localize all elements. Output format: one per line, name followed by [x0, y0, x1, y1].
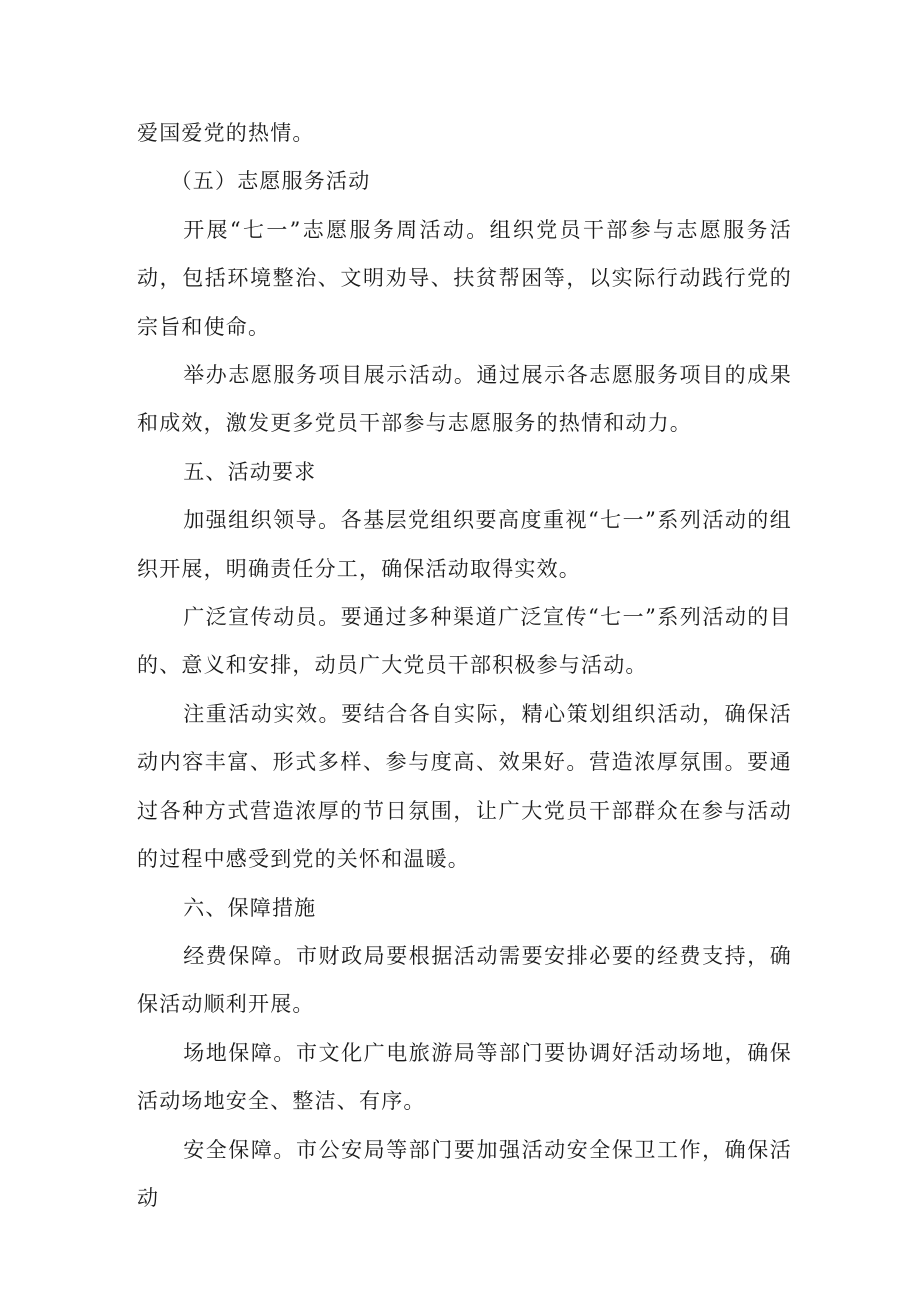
paragraph: 加强组织领导。各基层党组织要高度重视“七一”系列活动的组织开展，明确责任分工，确保活动取得实效。: [137, 508, 792, 581]
paragraph: 场地保障。市文化广电旅游局等部门要协调好活动场地，确保活动场地安全、整洁、有序。: [137, 1040, 792, 1114]
section-heading-volunteer-service: （五）志愿服务活动: [170, 169, 371, 194]
section-heading-activity-requirements: 五、活动要求: [183, 459, 317, 484]
paragraph: 开展“七一”志愿服务周活动。组织党员干部参与志愿服务活动，包括环境整治、文明劝导、扶贫帮困等，以实际行动践行党的宗旨和使命。: [137, 217, 792, 339]
paragraph: 举办志愿服务项目展示活动。通过展示各志愿服务项目的成果和成效，激发更多党员干部参与志愿服务的热情和动力。: [137, 363, 792, 436]
paragraph-continuation: 爱国爱党的热情。: [137, 121, 315, 145]
paragraph: 注重活动实效。要结合各自实际，精心策划组织活动，确保活动内容丰富、形式多样、参与度高、效果好。营造浓厚氛围。要通过各种方式营造浓厚的节日氛围，让广大党员干部群众在参与活动的过程中感受到党的关怀和温暖。: [137, 701, 792, 872]
paragraph: 广泛宣传动员。要通过多种渠道广泛宣传“七一”系列活动的目的、意义和安排，动员广大党员干部积极参与活动。: [137, 605, 792, 678]
document-body: [137, 109, 792, 1222]
paragraph: 安全保障。市公安局等部门要加强活动安全保卫工作，确保活动: [137, 1137, 792, 1210]
paragraph: 经费保障。市财政局要根据活动需要安排必要的经费支持，确保活动顺利开展。: [137, 943, 792, 1017]
section-heading-safeguard-measures: 六、保障措施: [183, 895, 317, 920]
